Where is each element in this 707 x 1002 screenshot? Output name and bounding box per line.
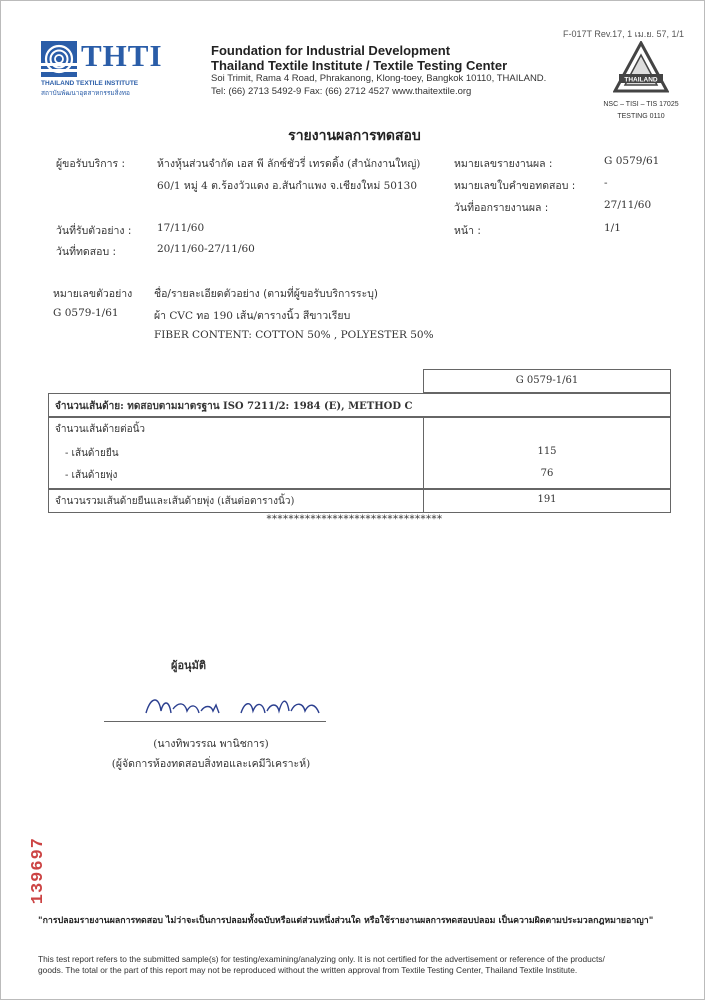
end-of-report-stars: ******************************** [266,514,443,525]
forgery-warning: "การปลอมรายงานผลการทดสอบ ไม่ว่าจะเป็นการปลอมทั้งฉบับหรือแต่ส่วนหนึ่งส่วนใด หรือใช้รายงานผลการทดสอบปลอม เป็นความผิดตามประมวลกฎหมายอาญา" [38,916,654,926]
accreditation-block [601,41,681,121]
sample-id-label: หมายเลขตัวอย่าง [53,288,133,300]
thti-logo [41,38,163,97]
tisi-accreditation-logo-icon [613,41,669,97]
org-name-line2: Thailand Textile Institute / Textile Testing Center [211,58,508,73]
logo-thai-name: สถาบันพัฒนาอุตสาหกรรมสิ่งทอ [41,89,130,97]
client-address: 60/1 หมู่ 4 ต.ร้องวัวแดง อ.สันกำแพง จ.เชียงใหม่ 50130 [157,180,418,192]
handwritten-signature [141,691,331,721]
request-no-value: - [604,177,608,189]
acc-logo-text: THAILAND [624,76,658,84]
client-name: ห้างหุ้นส่วนจำกัด เอส พี ลักซ์ชัวรี่ เทรดดิ้ง (สำนักงานใหญ่) [157,158,421,170]
form-code: F-017T Rev.17, 1 เม.ย. 57, 1/1 [562,29,684,39]
sample-desc-line1: ผ้า CVC ทอ 190 เส้น/ตารางนิ้ว สีขาวเรียบ [154,310,351,322]
org-contact: Tel: (66) 2713 5492-9 Fax: (66) 2712 4527 www.thaitextile.org [211,86,472,97]
table-total-value: 191 [537,494,557,505]
sample-desc-line2: FIBER CONTENT: COTTON 50% , POLYESTER 50% [154,329,434,341]
disclaimer-line2: goods. The total or the part of this report may not be reproduced without the written approval from Textile Testing Center, Thailand Textile Institute. [38,965,578,975]
request-no-label: หมายเลขใบคำขอทดสอบ : [454,180,576,192]
received-date-label: วันที่รับตัวอย่าง : [56,225,132,237]
table-row-warp-label: - เส้นด้ายยืน [65,448,119,459]
accreditation-line1: NSC – TISI – TIS 17025 [603,101,679,108]
table-row-weft-value: 76 [540,468,554,479]
page-label: หน้า : [454,225,481,237]
org-name-line1: Foundation for Industrial Development [211,43,451,58]
approver-label: ผู้อนุมัติ [171,659,206,672]
report-no-value: G 0579/61 [604,155,660,167]
serial-number-text: 139697 [29,837,48,905]
approver-position: (ผู้จัดการห้องทดสอบสิ่งทอและเคมีวิเคราะห์) [111,758,311,770]
table-method: จำนวนเส้นด้าย: ทดสอบตามมาตรฐาน ISO 7211/2: 1984 (E), METHOD C [55,401,413,412]
table-group-label: จำนวนเส้นด้ายต่อนิ้ว [55,424,146,435]
table-row-warp-value: 115 [537,446,557,457]
org-address: Soi Trimit, Rama 4 Road, Phrakanong, Klong-toey, Bangkok 10110, THAILAND. [211,73,547,84]
table-total-label: จำนวนรวมเส้นด้ายยืนและเส้นด้ายพุ่ง (เส้นต่อตารางนิ้ว) [55,496,295,507]
report-no-label: หมายเลขรายงานผล : [454,158,553,170]
table-row-weft-label: - เส้นด้ายพุ่ง [65,470,118,481]
issue-date-value: 27/11/60 [604,199,652,211]
accreditation-line2: TESTING 0110 [617,113,665,120]
disclaimer-line1: This test report refers to the submitted sample(s) for testing/examining/analyzing only. It is not certified for the advertisement or reference of the products/ [38,954,605,964]
signature-line [104,721,326,722]
received-date-value: 17/11/60 [157,222,205,234]
logo-name: THAILAND TEXTILE INSTITUTE [41,80,139,87]
thti-swirl-logo-icon [41,41,77,77]
page-value: 1/1 [604,222,621,234]
logo-letters: THTI [81,38,163,73]
sample-desc-label: ชื่อ/รายละเอียดตัวอย่าง (ตามที่ผู้ขอรับบริการระบุ) [154,288,378,300]
test-date-label: วันที่ทดสอบ : [56,246,116,258]
client-label: ผู้ขอรับบริการ : [56,158,126,170]
sample-id-value: G 0579-1/61 [53,307,119,319]
approver-name: (นางทิพวรรณ พานิชการ) [153,738,269,750]
issue-date-label: วันที่ออกรายงานผล : [454,202,549,214]
test-date-value: 20/11/60-27/11/60 [157,243,255,255]
table-column-header: G 0579-1/61 [515,375,579,386]
report-title: รายงานผลการทดสอบ [288,128,421,144]
